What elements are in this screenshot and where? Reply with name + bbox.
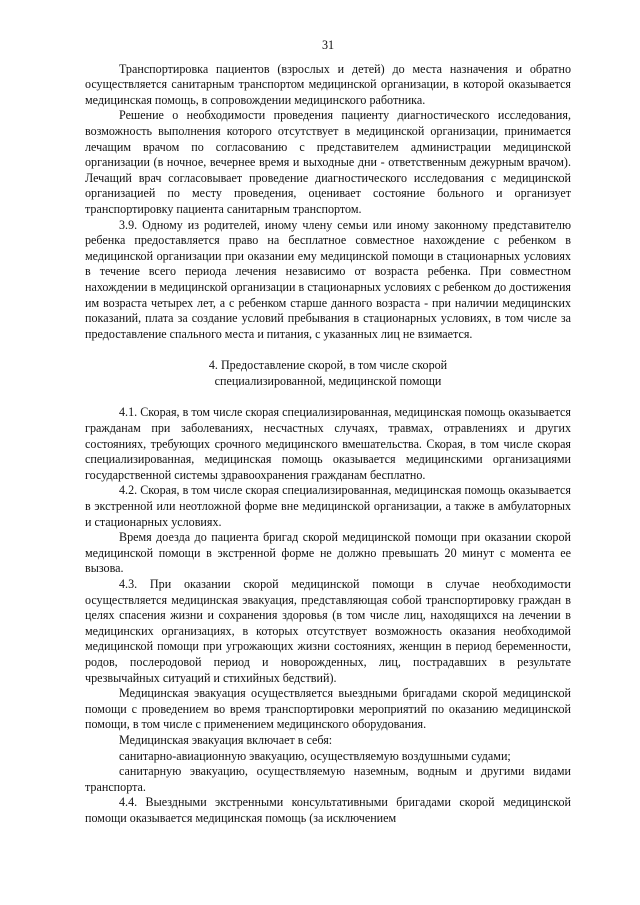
- paragraph-evacuation-brigades: Медицинская эвакуация осуществляется выездными бригадами скорой медицинской помощи с проведением во время транспортировки мероприятий по оказанию медицинской помощи, в том числе с применением медицинского оборудования.: [85, 686, 571, 732]
- section-4-heading: [85, 358, 571, 389]
- list-item-ground-evacuation: санитарную эвакуацию, осуществляемую наземным, водным и другими видами транспорта.: [85, 764, 571, 794]
- list-item-air-evacuation: санитарно-авиационную эвакуацию, осуществляемую воздушными судами;: [119, 748, 511, 763]
- paragraph-4-1: 4.1. Скорая, в том числе скорая специализированная, медицинская помощь оказывается гражданам при заболеваниях, несчастных случаях, травмах, отравлениях и других состояниях, требующих срочного медицинского вмешательства. Скорая, в том числе скорая специализированная, медицинская помощь оказывается медицинскими организациями государственной системы здравоохранения гражданам бесплатно.: [85, 405, 571, 482]
- section-4-heading-line-1: 4. Предоставление скорой, в том числе скорой: [208, 358, 448, 373]
- paragraph-transport: Транспортировка пациентов (взрослых и детей) до места назначения и обратно осуществляется санитарным транспортом медицинской организации, в которой оказывается медицинская помощь, в сопровождении медицинского работника.: [85, 61, 571, 107]
- paragraph-4-4: 4.4. Выездными экстренными консультативными бригадами скорой медицинской помощи оказывается медицинская помощь (за исключением: [85, 795, 571, 825]
- paragraph-diagnostic-decision: Решение о необходимости проведения пациенту диагностического исследования, возможность выполнения которого отсутствует в медицинской организации, принимается лечащим врачом по согласованию с представителем администрации медицинской организации (в ночное, вечернее время и выходные дни - ответственным дежурным врачом). Лечащий врач согласовывает проведение диагностического исследования с медицинской организацией по месту проведения, оценивает состояние больного и организует транспортировку пациента санитарным транспортом.: [85, 108, 571, 216]
- paragraph-evacuation-includes: Медицинская эвакуация включает в себя:: [119, 732, 333, 747]
- paragraph-4-3: 4.3. При оказании скорой медицинской помощи в случае необходимости осуществляется медицинская эвакуация, представляющая собой транспортировку граждан в целях спасения жизни и сохранения здоровья (в том числе лиц, находящихся на лечении в медицинских организациях, в которых отсутствует возможность оказания необходимой медицинской помощи при угрожающих жизни состояниях, женщин в период беременности, родов, послеродовой период и новорожденных, лиц, пострадавших в результате чрезвычайных ситуаций и стихийных бедствий).: [85, 577, 571, 685]
- paragraph-arrival-time: Время доезда до пациента бригад скорой медицинской помощи при оказании скорой медицинской помощи в экстренной форме не должно превышать 20 минут с момента ее вызова.: [85, 530, 571, 576]
- paragraph-3-9: 3.9. Одному из родителей, иному члену семьи или иному законному представителю ребенка предоставляется право на бесплатное совместное нахождение с ребенком в медицинской организации при оказании ему медицинской помощи в стационарных условиях в течение всего периода лечения независимо от возраста ребенка. При совместном нахождении в медицинской организации в стационарных условиях с ребенком до достижения им возраста четырех лет, а с ребенком старше данного возраста - при наличии медицинских показаний, плата за создание условий пребывания в стационарных условиях, в том числе за предоставление спального места и питания, с указанных лиц не взимается.: [85, 217, 571, 341]
- section-4-heading-line-2: специализированной, медицинской помощи: [214, 373, 442, 388]
- paragraph-4-2: 4.2. Скорая, в том числе скорая специализированная, медицинская помощь оказывается в экстренной или неотложной форме вне медицинской организации, а также в амбулаторных и стационарных условиях.: [85, 483, 571, 529]
- page-number: 31: [321, 38, 335, 52]
